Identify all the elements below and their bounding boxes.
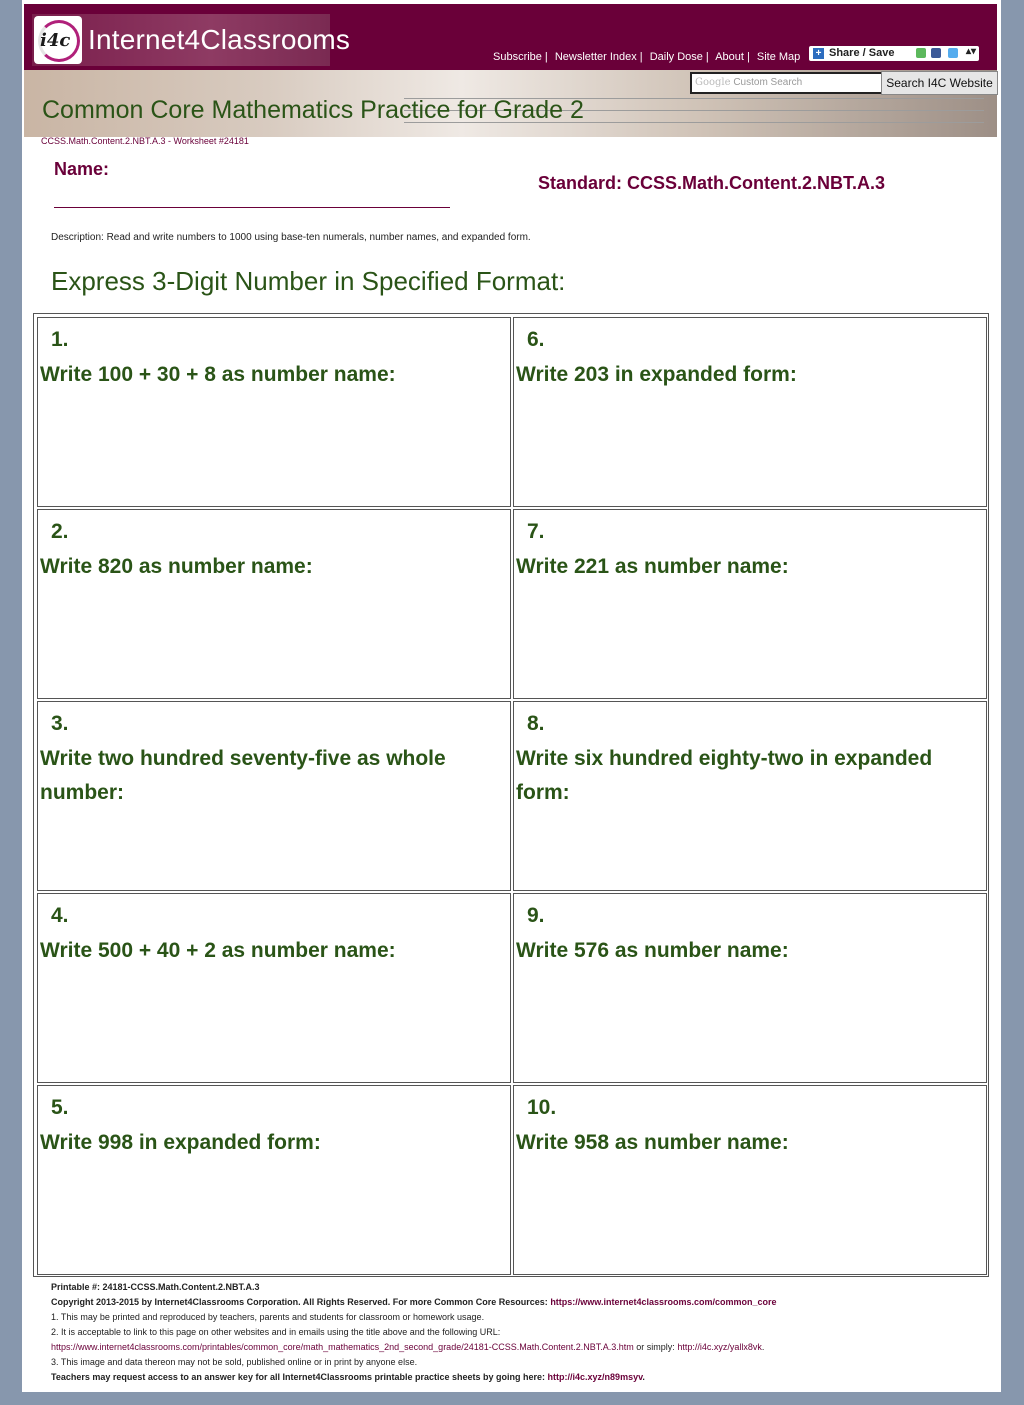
nav-site-map[interactable]: Site Map — [756, 51, 801, 63]
question-number: 10. — [527, 1096, 557, 1119]
worksheet-url-link[interactable]: https://www.internet4classrooms.com/printables/common_core/math_mathematics_2nd_second_grade/24181-CCSS.Math.Content.2.NBT.A.3.htm — [51, 1342, 634, 1352]
question-number: 4. — [51, 904, 69, 927]
note-2: 2. It is acceptable to link to this page on other websites and in emails using the title above and the following URL: — [51, 1327, 501, 1337]
worksheet-id: CCSS.Math.Content.2.NBT.A.3 - Worksheet #24181 — [41, 136, 249, 146]
question-text: Write 203 in expanded form: — [516, 363, 797, 386]
question-cell — [37, 701, 511, 891]
site-header — [24, 4, 997, 70]
question-cell — [513, 1085, 987, 1275]
question-number: 7. — [527, 520, 545, 543]
note-2-urls: https://www.internet4classrooms.com/printables/common_core/math_mathematics_2nd_second_grade/24181-CCSS.Math.Content.2.NBT.A.3.htm or simply: http://i4c.xyz/yallx8vk. — [51, 1342, 765, 1352]
chevron-updown-icon[interactable]: ▴▾ — [966, 46, 977, 57]
nav-newsletter-index[interactable]: Newsletter Index — [554, 51, 637, 63]
site-logo[interactable] — [32, 14, 351, 66]
copyright-line: Copyright 2013-2015 by Internet4Classrooms Corporation. All Rights Reserved. For more Common Core Resources: https://www.internet4classrooms.com/common_core — [51, 1297, 777, 1307]
banner — [24, 70, 997, 137]
question-number: 8. — [527, 712, 545, 735]
question-text: Write 998 in expanded form: — [40, 1131, 321, 1154]
question-cell — [37, 1085, 511, 1275]
page-title: Common Core Mathematics Practice for Grade 2 — [42, 96, 584, 124]
nav-about[interactable]: About — [715, 51, 744, 63]
question-text: Write 576 as number name: — [516, 939, 789, 962]
question-grid — [33, 313, 989, 1277]
question-text: Write 820 as number name: — [40, 555, 313, 578]
question-number: 2. — [51, 520, 69, 543]
section-heading: Express 3-Digit Number in Specified Format: — [51, 266, 566, 296]
question-number: 6. — [527, 328, 545, 351]
teachers-line: Teachers may request access to an answer key for all Internet4Classrooms printable practice sheets by going here: http://i4c.xyz/n89msyv. — [51, 1372, 645, 1382]
question-cell — [513, 317, 987, 507]
facebook-icon[interactable] — [931, 48, 941, 58]
nav-daily-dose[interactable]: Daily Dose — [649, 51, 703, 63]
twitter-icon[interactable] — [948, 48, 958, 58]
printable-number: Printable #: 24181-CCSS.Math.Content.2.NBT.A.3 — [51, 1282, 260, 1292]
name-write-line — [54, 207, 450, 208]
nav-subscribe[interactable]: Subscribe — [493, 51, 542, 63]
search-placeholder: Custom Search — [733, 77, 803, 88]
question-number: 9. — [527, 904, 545, 927]
note-3: 3. This image and data thereon may not be sold, published online or in print by anyone else. — [51, 1357, 418, 1367]
share-save-button[interactable] — [809, 46, 979, 61]
description: Description: Read and write numbers to 1000 using base-ten numerals, number names, and expanded form. — [51, 232, 531, 243]
google-brand: Google — [695, 77, 731, 88]
search-input[interactable] — [690, 72, 883, 94]
question-text: Write two hundred seventy-five as whole number: — [40, 747, 446, 804]
logo-mark: i4c — [40, 30, 71, 51]
question-number: 5. — [51, 1096, 69, 1119]
email-icon[interactable] — [916, 48, 926, 58]
question-text: Write 500 + 40 + 2 as number name: — [40, 939, 396, 962]
standard-label: Standard: CCSS.Math.Content.2.NBT.A.3 — [538, 173, 886, 193]
page — [22, 0, 1001, 1392]
common-core-link[interactable]: https://www.internet4classrooms.com/common_core — [550, 1297, 777, 1307]
question-text: Write six hundred eighty-two in expanded form: — [516, 747, 933, 804]
question-cell — [513, 509, 987, 699]
share-save-label: Share / Save — [829, 47, 895, 59]
question-number: 1. — [51, 328, 69, 351]
top-nav: Subscribe | Newsletter Index | Daily Dose | About | Site Map — [493, 51, 801, 63]
question-cell — [37, 509, 511, 699]
answer-key-link[interactable]: http://i4c.xyz/n89msyv — [547, 1372, 643, 1382]
question-cell — [513, 893, 987, 1083]
question-cell — [37, 893, 511, 1083]
question-text: Write 221 as number name: — [516, 555, 789, 578]
short-url-link[interactable]: http://i4c.xyz/yallx8vk — [677, 1342, 762, 1352]
logo-text: Internet4Classrooms — [88, 24, 351, 55]
note-1: 1. This may be printed and reproduced by teachers, parents and students for classroom or homework usage. — [51, 1312, 485, 1322]
share-plus-icon: + — [813, 48, 824, 59]
question-text: Write 958 as number name: — [516, 1131, 789, 1154]
question-cell — [37, 317, 511, 507]
logo-badge-icon — [34, 16, 82, 64]
question-number: 3. — [51, 712, 69, 735]
question-text: Write 100 + 30 + 8 as number name: — [40, 363, 396, 386]
search-button[interactable]: Search I4C Website — [881, 71, 998, 95]
name-label: Name: — [54, 159, 110, 179]
footer — [51, 1280, 991, 1385]
question-cell — [513, 701, 987, 891]
